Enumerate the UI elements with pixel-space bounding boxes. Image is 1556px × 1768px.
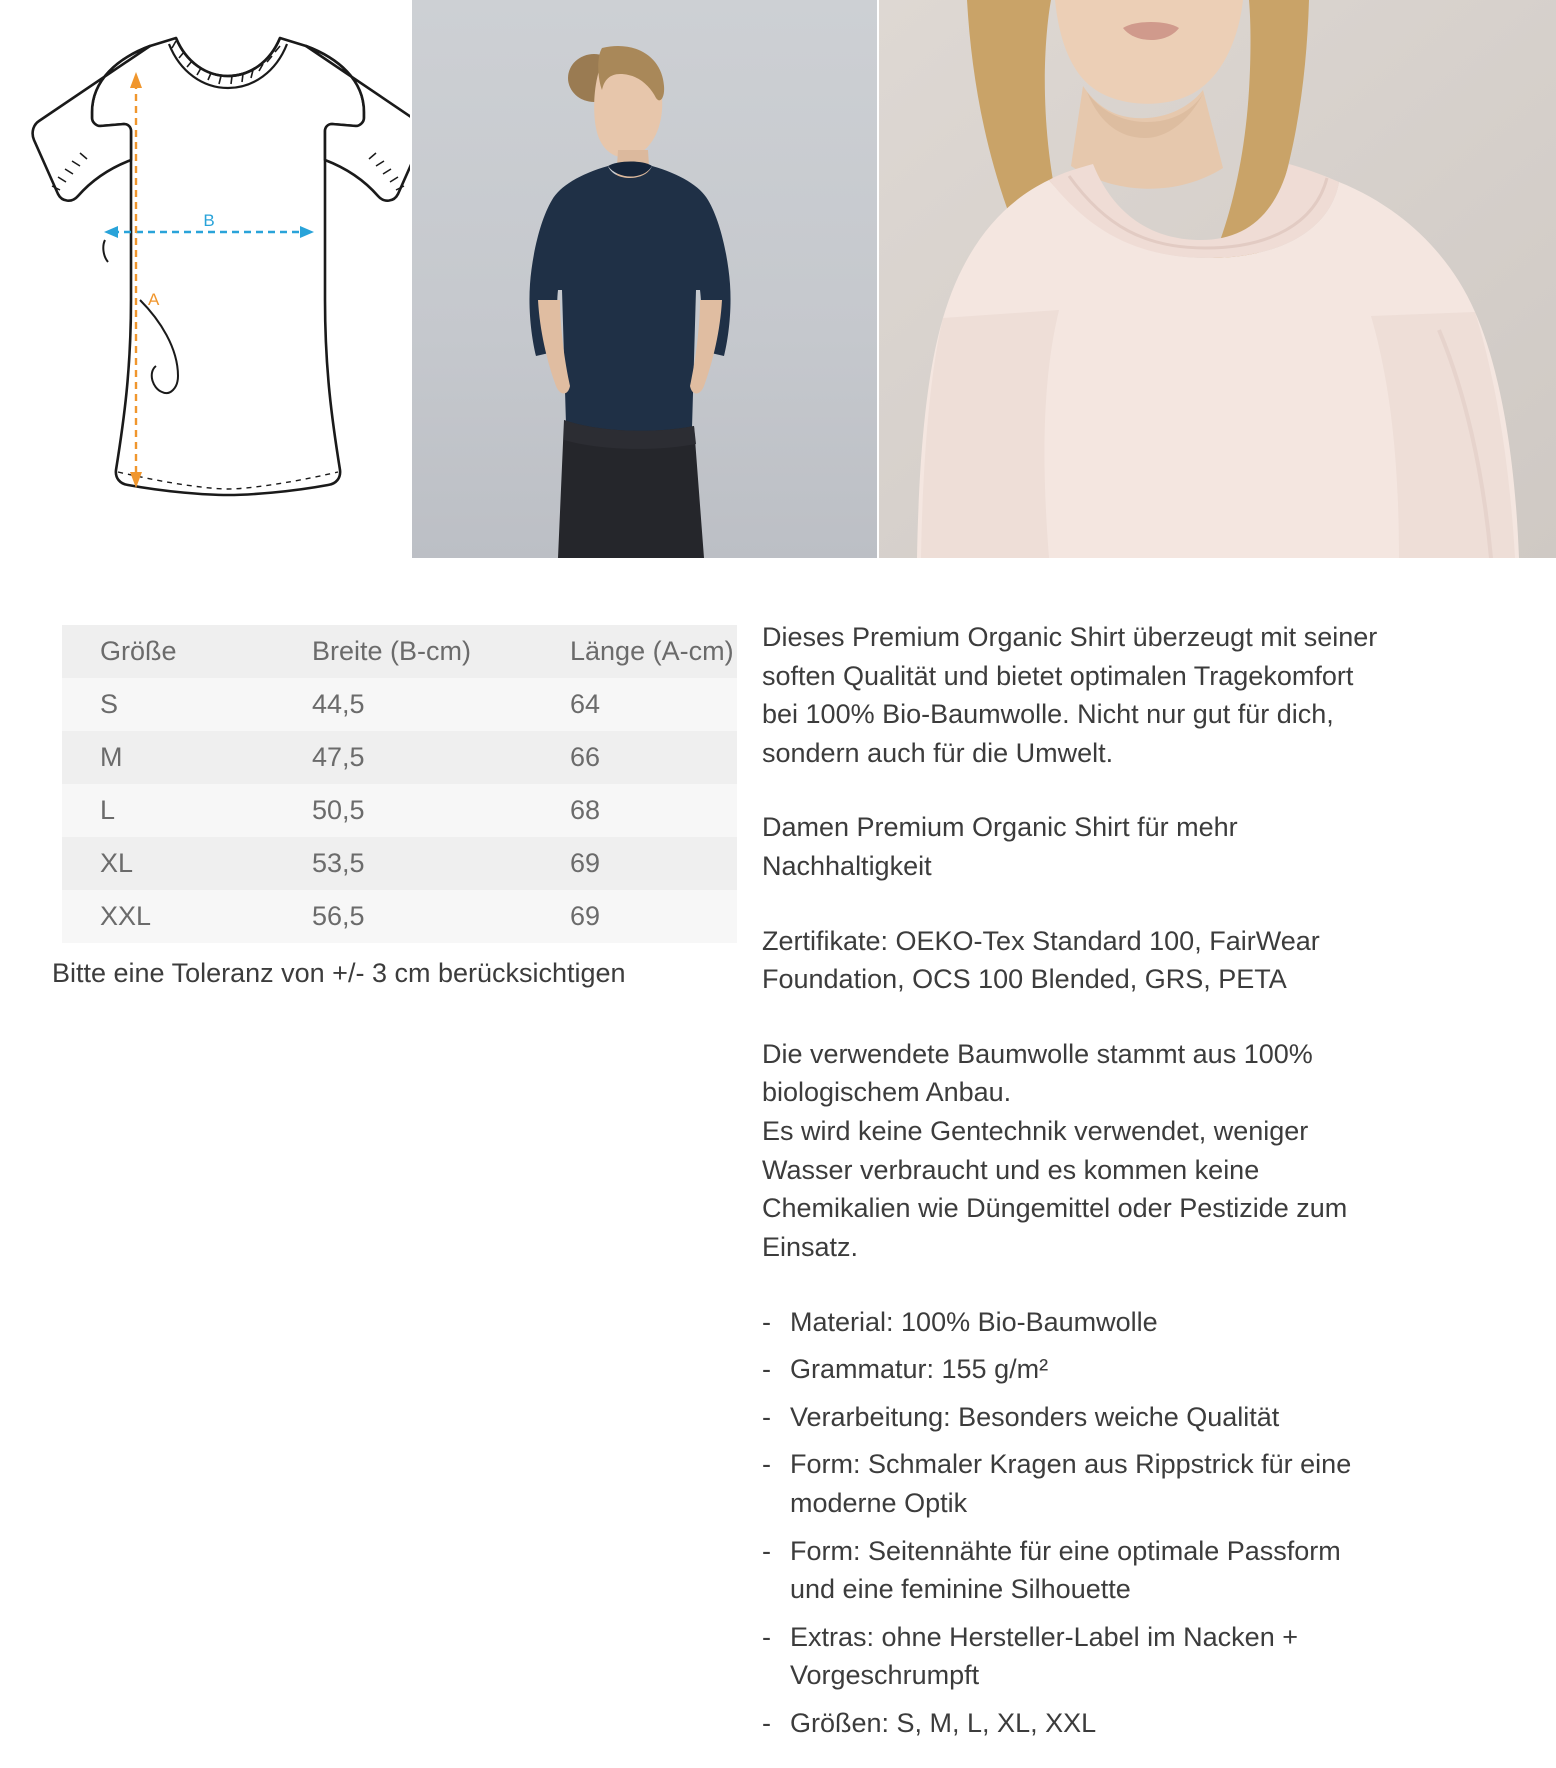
list-item — [762, 1303, 1382, 1342]
length-cell: 69 — [570, 901, 601, 931]
list-item-label: Form: Schmaler Kragen aus Rippstrick für eine moderne Optik — [790, 1449, 1352, 1518]
list-item-label: Größen: S, M, L, XL, XXL — [790, 1708, 1097, 1739]
description-subtitle: Damen Premium Organic Shirt für mehr Nachhaltigkeit — [762, 812, 1238, 882]
size-table — [62, 625, 737, 943]
size-cell: XL — [100, 848, 134, 878]
list-item-label: Form: Seitennähte für eine optimale Passform und eine feminine Silhouette — [790, 1535, 1341, 1605]
table-row — [62, 731, 737, 784]
length-label-a: A — [148, 290, 160, 309]
size-cell: M — [100, 742, 123, 772]
product-image-strip — [0, 0, 1556, 558]
bullet-marker: - — [762, 1306, 771, 1337]
list-item — [762, 1532, 1382, 1609]
table-row — [62, 678, 737, 731]
description-certificates: Zertifikate: OEKO-Tex Standard 100, FairWear Foundation, OCS 100 Blended, GRS, PETA — [762, 925, 1320, 995]
size-cell: S — [100, 689, 119, 719]
bullet-marker: - — [762, 1354, 771, 1385]
list-item — [762, 1398, 1382, 1437]
size-cell: L — [100, 795, 116, 825]
technical-drawing-panel — [0, 0, 410, 558]
width-cell: 47,5 — [312, 742, 365, 772]
list-item-label: Verarbeitung: Besonders weiche Qualität — [790, 1401, 1280, 1432]
list-item — [762, 1350, 1382, 1389]
size-table-header-length: Länge (A-cm) — [570, 636, 734, 666]
length-cell: 64 — [570, 689, 601, 719]
model-front-illustration — [879, 0, 1556, 558]
tolerance-note: Bitte eine Toleranz von +/- 3 cm berücksichtigen — [52, 958, 626, 988]
width-cell: 53,5 — [312, 848, 365, 878]
size-table-header-row — [62, 625, 737, 678]
bullet-marker: - — [762, 1621, 771, 1652]
description-cotton-details: Es wird keine Gentechnik verwendet, weniger Wasser verbraucht und es kommen keine Chemikalien wie Düngemittel oder Pestizide zum Einsatz. — [762, 1116, 1348, 1262]
width-cell: 44,5 — [312, 689, 365, 719]
width-cell: 56,5 — [312, 901, 365, 931]
product-description — [762, 618, 1382, 1752]
description-cotton-origin: Die verwendete Baumwolle stammt aus 100% biologischem Anbau. — [762, 1038, 1313, 1108]
bullet-marker: - — [762, 1708, 771, 1739]
table-row — [62, 784, 737, 837]
bullet-marker: - — [762, 1401, 771, 1432]
list-item-label: Grammatur: 155 g/m² — [790, 1354, 1049, 1385]
product-photo-front-detail — [879, 0, 1556, 558]
product-photo-back-view — [412, 0, 877, 558]
length-cell: 66 — [570, 742, 601, 772]
size-table-header-width: Breite (B-cm) — [312, 636, 472, 666]
bullet-marker: - — [762, 1535, 771, 1566]
list-item — [762, 1445, 1382, 1522]
bullet-marker: - — [762, 1449, 771, 1480]
length-cell: 69 — [570, 848, 601, 878]
feature-list — [762, 1303, 1382, 1743]
width-cell: 50,5 — [312, 795, 365, 825]
table-row — [62, 837, 737, 890]
model-back-illustration — [412, 0, 877, 558]
width-label-b: B — [203, 211, 215, 230]
list-item — [762, 1704, 1382, 1743]
list-item-label: Material: 100% Bio-Baumwolle — [790, 1306, 1158, 1337]
table-row — [62, 890, 737, 943]
tshirt-technical-drawing-icon — [0, 0, 410, 558]
size-cell: XXL — [100, 901, 152, 931]
list-item-label: Extras: ohne Hersteller-Label im Nacken + Vorgeschrumpft — [790, 1621, 1298, 1691]
description-intro: Dieses Premium Organic Shirt überzeugt mit seiner soften Qualität und bietet optimalen Tragekomfort bei 100% Bio-Baumwolle. Nicht nur gut für dich, sondern auch für die Umwelt. — [762, 622, 1378, 768]
length-cell: 68 — [570, 795, 601, 825]
size-table-header-size: Größe — [100, 636, 177, 666]
list-item — [762, 1618, 1382, 1695]
